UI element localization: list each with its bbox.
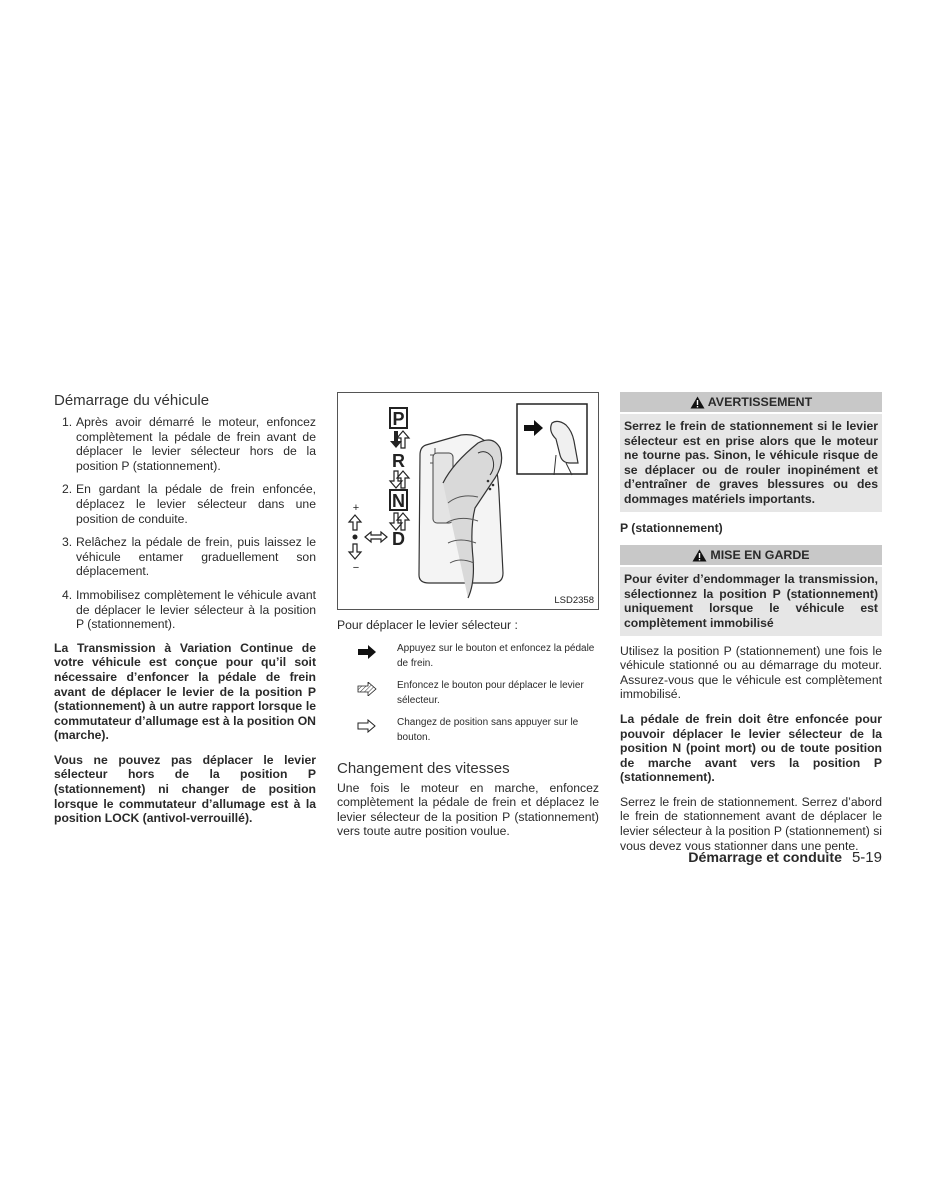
list-item: 2. En gardant la pédale de frein enfoncée, déplacez le levier sélecteur dans une position de conduite. bbox=[62, 482, 316, 526]
p-usage-text: Utilisez la position P (stationnement) une fois le véhicule stationné ou au démarrage du moteur. Assurez-vous que le véhicule est complètement immobilisé. bbox=[620, 643, 882, 702]
minus-label: − bbox=[352, 562, 360, 574]
gear-d-label: D bbox=[392, 529, 405, 549]
warning-box bbox=[620, 414, 882, 512]
list-item: 1. Après avoir démarré le moteur, enfoncez complètement la pédale de frein avant de déplacer le levier sélecteur hors de la position P (stationnement). bbox=[62, 415, 316, 473]
p-section-title: P (stationnement) bbox=[620, 520, 723, 535]
cvt-note: La Transmission à Variation Continue de votre véhicule est conçue pour qu’il soit nécessaire d’enfoncer la pédale de frein avant de déplacer le levier de la position P (stationnement) à un autre rapport lorsque le commutateur d’allumage est à la position ON (marche). bbox=[54, 640, 316, 743]
legend-item: Enfoncez le bouton pour déplacer le levier sélecteur. bbox=[337, 678, 599, 709]
legend-item: Changez de position sans appuyer sur le bouton. bbox=[337, 715, 599, 746]
lock-note: Vous ne pouvez pas déplacer le levier sélecteur hors de la position P (stationnement) ni changer de position lorsque le commutateur d’allumage est à la position LOCK (antivol-verrouillé). bbox=[54, 752, 316, 826]
shifter-illustration bbox=[338, 393, 598, 609]
section-title-start: Démarrage du véhicule bbox=[54, 392, 210, 409]
shifter-figure bbox=[337, 392, 599, 610]
legend-item: Appuyez sur le bouton et enfoncez la pédale de frein. bbox=[337, 641, 599, 672]
list-item: 4. Immobilisez complètement le véhicule avant de déplacer le levier sélecteur à la position P (stationnement). bbox=[62, 587, 316, 632]
warning-header: AVERTISSEMENT bbox=[620, 392, 882, 412]
gear-r-label: R bbox=[392, 451, 405, 471]
page-footer bbox=[620, 849, 882, 866]
footer-section: Démarrage et conduite bbox=[688, 850, 842, 866]
parking-brake-text: Serrez le frein de stationnement. Serrez d’abord le frein de stationnement avant de déplacer le levier sélecteur à la position P (stationnement) si vous devez vous stationner dans une pente. bbox=[620, 794, 882, 853]
section-title-shift: Changement des vitesses bbox=[337, 759, 510, 777]
column-middle bbox=[337, 392, 599, 839]
caution-text: Pour éviter d’endommager la transmission, sélectionnez la position P (stationnement) uniquement lorsque le véhicule est complètement immobilisé bbox=[624, 572, 878, 630]
column-left bbox=[54, 392, 316, 836]
gear-n-label: N bbox=[392, 491, 405, 511]
caution-icon bbox=[692, 549, 707, 562]
column-right bbox=[620, 392, 882, 853]
brake-note: La pédale de frein doit être enfoncée pour pouvoir déplacer le levier sélecteur de la position N (point mort) ou de toute position de marche avant vers la position P (stationnement). bbox=[620, 711, 882, 785]
warning-text: Serrez le frein de stationnement si le levier sélecteur est en prise alors que le moteur ne tourne pas. Sinon, le véhicule risque de se déplacer ou de rouler inopinément et d’entraîner de graves blessures ou des dommages matériels importants. bbox=[624, 419, 878, 506]
list-item: 3. Relâchez la pédale de frein, puis laissez le véhicule entamer graduellement son déplacement. bbox=[62, 535, 316, 579]
page-number: 5-19 bbox=[851, 849, 882, 866]
gear-p-label: P bbox=[392, 409, 405, 429]
warning-icon bbox=[690, 396, 705, 409]
figure-code: LSD2358 bbox=[554, 595, 594, 606]
steps-list bbox=[54, 415, 316, 632]
outline-arrow-icon bbox=[357, 719, 377, 733]
caution-box bbox=[620, 567, 882, 635]
caution-header: MISE EN GARDE bbox=[620, 545, 882, 565]
solid-arrow-icon bbox=[357, 645, 377, 659]
hatched-arrow-icon bbox=[357, 682, 377, 696]
shift-text: Une fois le moteur en marche, enfoncez complètement la pédale de frein et déplacez le levier sélecteur de la position P (stationnement) vers toute autre position voulue. bbox=[337, 780, 599, 839]
figure-caption: Pour déplacer le levier sélecteur : bbox=[337, 618, 518, 632]
plus-label: + bbox=[352, 502, 360, 514]
